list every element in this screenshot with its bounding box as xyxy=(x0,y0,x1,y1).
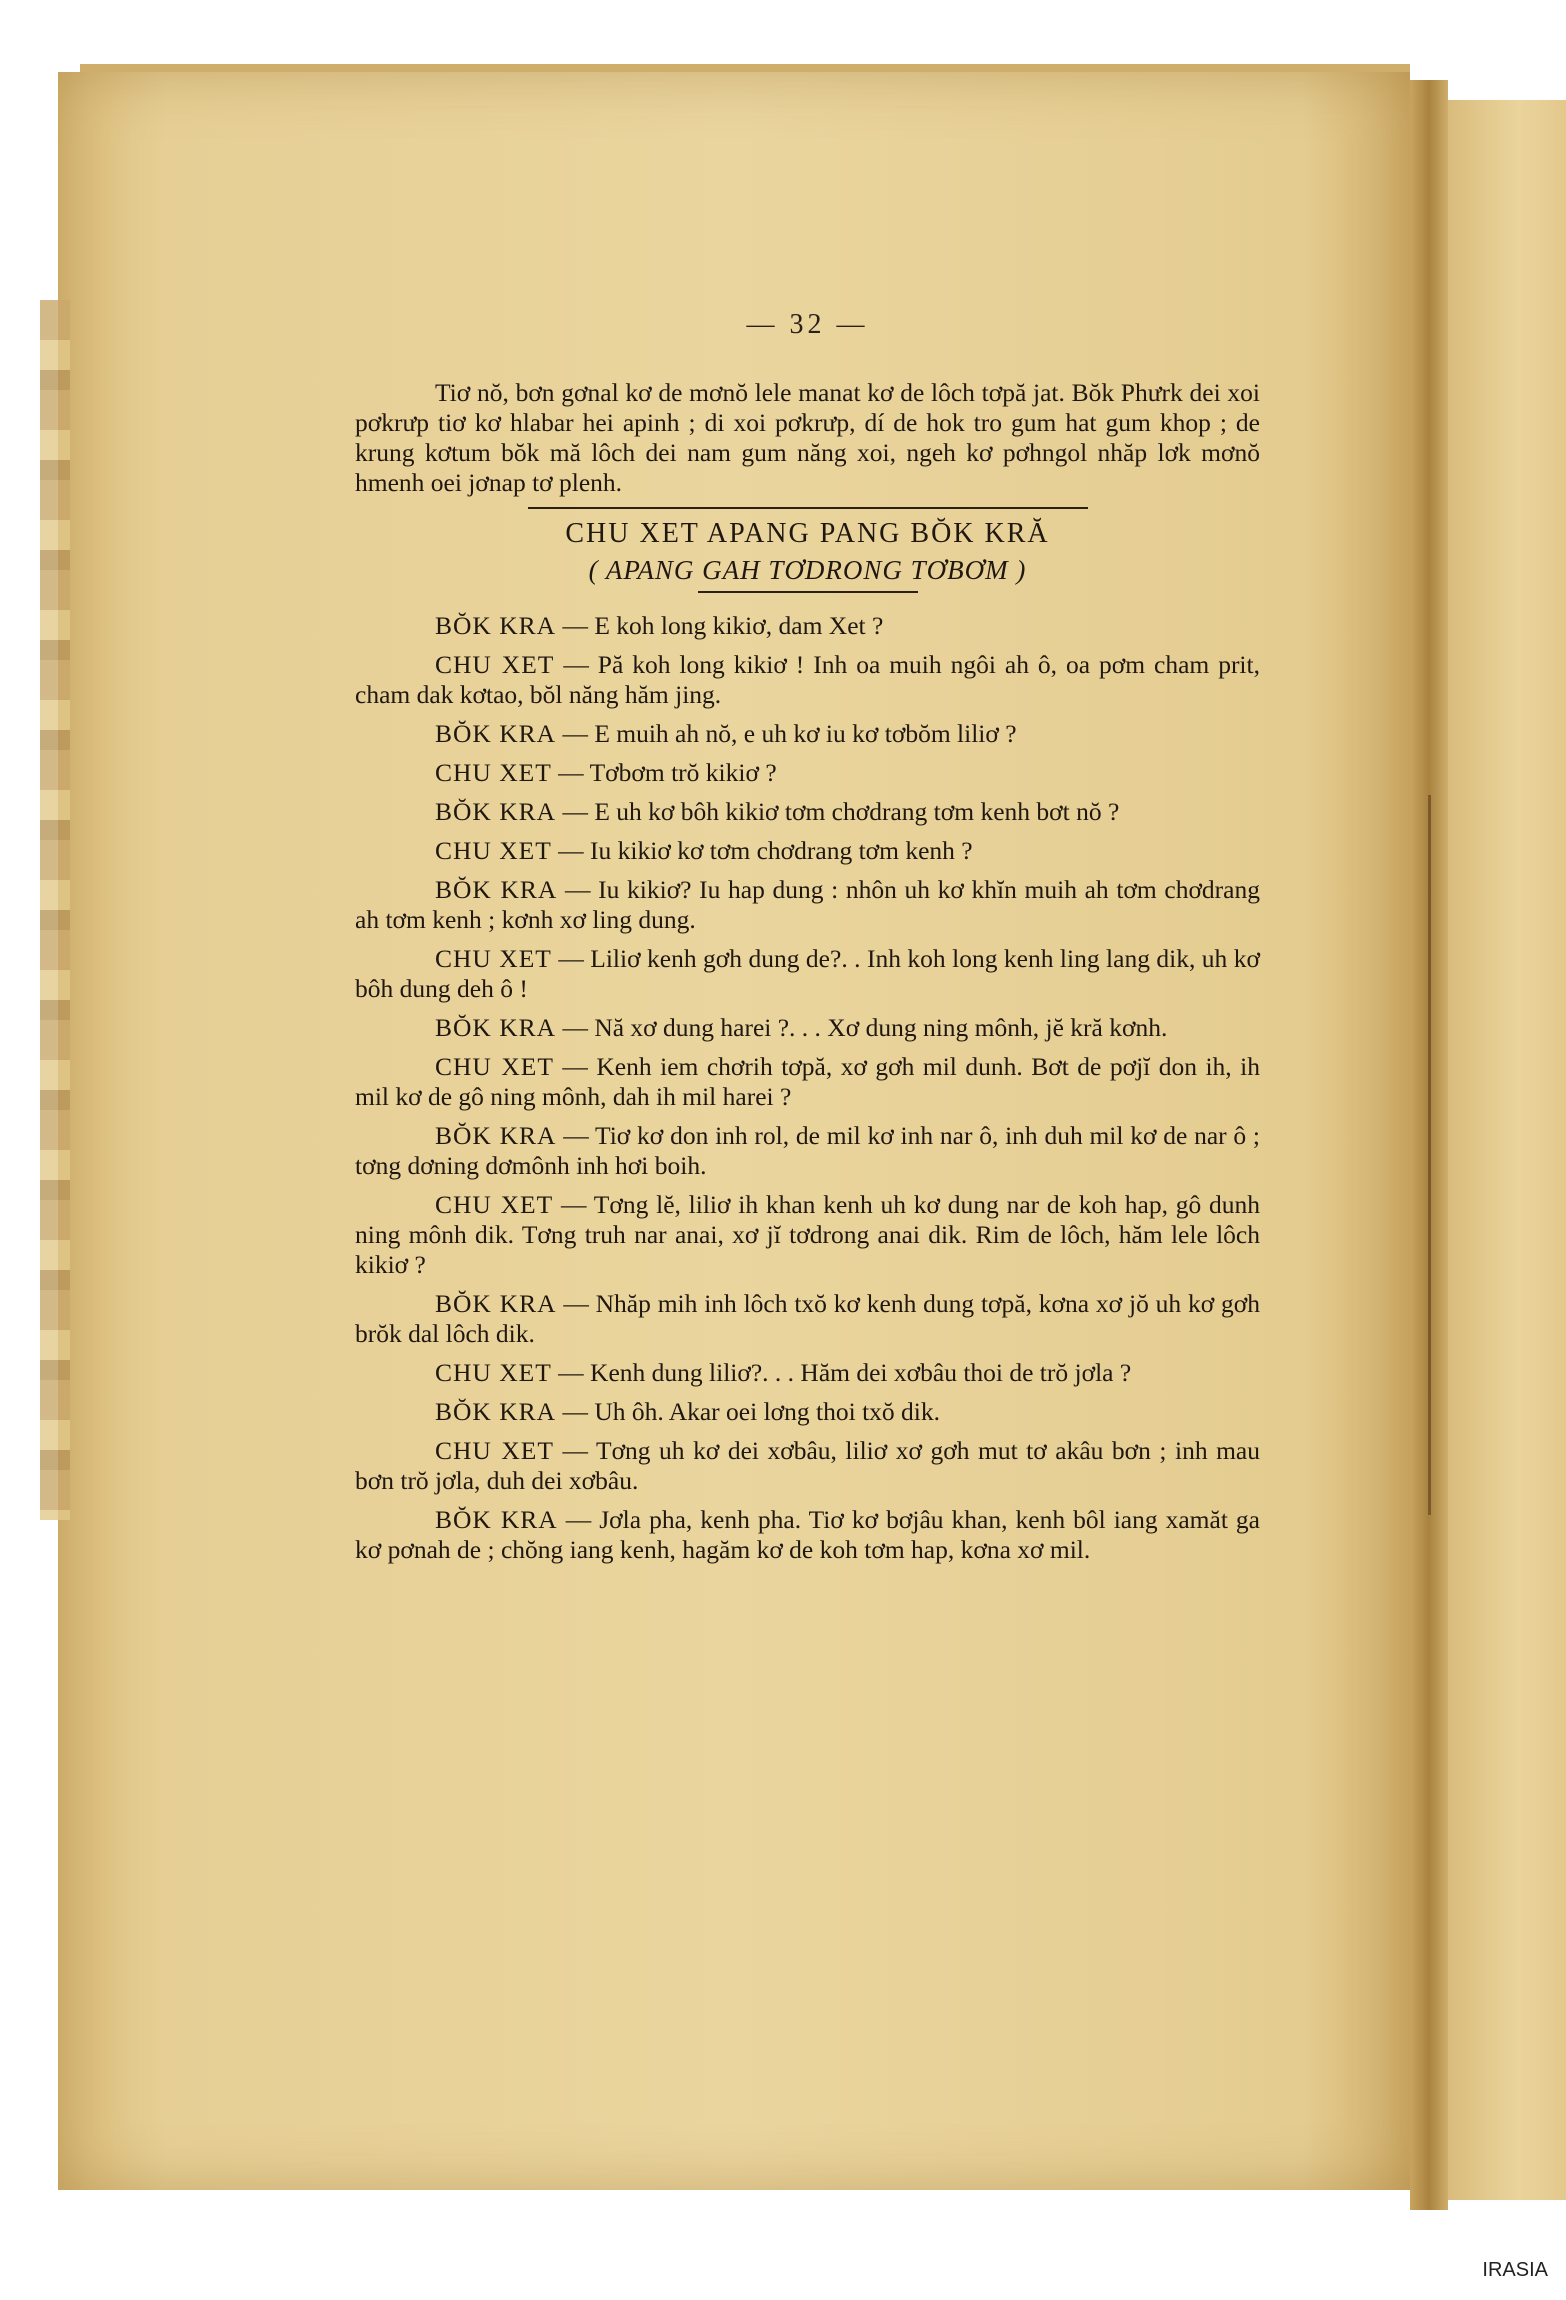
dialogue-line xyxy=(355,1358,1260,1388)
dialogue-text: — Tơbơm trŏ kikiơ ? xyxy=(558,758,777,787)
dialogue-line xyxy=(355,797,1260,827)
speaker-name: CHU XET xyxy=(435,650,555,679)
speaker-name: BŎK KRA xyxy=(435,1505,558,1534)
dialogue-text: — Uh ôh. Akar oei lơng thoi txŏ dik. xyxy=(562,1397,940,1426)
page-fold-line xyxy=(1428,795,1431,1515)
dialogue-line xyxy=(355,1052,1260,1112)
dialogue-text: — Nhăp mih inh lôch txŏ kơ kenh dung tơpă, kơna xơ jŏ uh kơ gơh brŏk dal lôch dik. xyxy=(355,1289,1260,1348)
torn-page-edge xyxy=(40,300,70,1520)
speaker-name: CHU XET xyxy=(435,1436,554,1465)
dialogue-line xyxy=(355,1013,1260,1043)
speaker-name: CHU XET xyxy=(435,1052,554,1081)
speaker-name: BŎK KRA xyxy=(435,1013,557,1042)
dialogue-line xyxy=(355,836,1260,866)
dialogue-line xyxy=(355,1190,1260,1280)
dialogue-text: — Kenh dung liliơ?. . . Hăm dei xơbâu thoi de trŏ jơla ? xyxy=(558,1358,1132,1387)
dialogue-text: — E muih ah nŏ, e uh kơ iu kơ tơbŏm liliơ ? xyxy=(562,719,1017,748)
speaker-name: BŎK KRA xyxy=(435,719,557,748)
intro-paragraph: Tiơ nŏ, bơn gơnal kơ de mơnŏ lele manat kơ de lôch tơpă jat. Bŏk Phưrk dei xoi pơkrưp tiơ kơ hlabar hei apinh ; di xoi pơkrưp, dí de hok tro gum hat gum khop ; de krung kơtum bŏk mă lôch dei nam gum năng xoi, ngeh kơ pơhngol nhăp lơk mơnŏ hmenh oei jơnap tơ plenh. xyxy=(355,378,1260,497)
dialogue-line xyxy=(355,1121,1260,1181)
dialogue-line xyxy=(355,1397,1260,1427)
dialogue-line xyxy=(355,758,1260,788)
speaker-name: CHU XET xyxy=(435,836,552,865)
ornamental-rule xyxy=(528,507,1088,509)
dialogue-text: — Tơng lĕ, liliơ ih khan kenh uh kơ dung nar de koh hap, gô dunh ning mônh dik. Tơng truh nar anai, xơ jĭ tơdrong anai dik. Rim de lôch, hăm lele lôch kikiơ ? xyxy=(355,1190,1261,1279)
speaker-name: CHU XET xyxy=(435,758,552,787)
dialogue-text: — E uh kơ bôh kikiơ tơm chơdrang tơm kenh bơt nŏ ? xyxy=(562,797,1120,826)
dialogue-line xyxy=(355,1289,1260,1349)
speaker-name: CHU XET xyxy=(435,944,552,973)
dialogue-text: — E koh long kikiơ, dam Xet ? xyxy=(562,611,884,640)
intro-block xyxy=(355,378,1260,1574)
speaker-name: CHU XET xyxy=(435,1190,554,1219)
dialogue-line xyxy=(355,650,1260,710)
dialogue-text: — Nă xơ dung harei ?. . . Xơ dung ning mônh, jĕ kră kơnh. xyxy=(562,1013,1168,1042)
ornamental-rule-small xyxy=(698,591,918,593)
speaker-name: BŎK KRA xyxy=(435,1397,557,1426)
page-number: — 32 — xyxy=(746,309,869,340)
dialogue-text: — Iu kikiơ? Iu hap dung : nhôn uh kơ khĭn muih ah tơm chơdrang ah tơm kenh ; kơnh xơ ling dung. xyxy=(355,875,1260,934)
dialogue-text: — Jơla pha, kenh pha. Tiơ kơ bơjâu khan, kenh bôl iang xamăt ga kơ pơnah de ; chŏng iang kenh, hagăm kơ de koh tơm hap, kơna xơ mil. xyxy=(355,1505,1260,1564)
dialogue-line xyxy=(355,719,1260,749)
speaker-name: BŎK KRA xyxy=(435,875,558,904)
watermark: IRASIA xyxy=(1482,2259,1548,2281)
dialogue-text: — Liliơ kenh gơh dung de?. . Inh koh long kenh ling lang dik, uh kơ bôh dung deh ô ! xyxy=(355,944,1260,1003)
dialogue-list xyxy=(355,611,1260,1565)
dialogue-text: — Tơng uh kơ dei xơbâu, liliơ xơ gơh mut tơ akâu bơn ; inh mau bơn trŏ jơla, duh dei xơbâu. xyxy=(355,1436,1260,1495)
dialogue-line xyxy=(355,944,1260,1004)
speaker-name: BŎK KRA xyxy=(435,611,557,640)
dialogue-text: — Tiơ kơ don inh rol, de mil kơ inh nar ô, inh duh mil kơ de nar ô ; tơng dơning dơmônh inh hơi boih. xyxy=(355,1121,1261,1180)
dialogue-text: — Iu kikiơ kơ tơm chơdrang tơm kenh ? xyxy=(558,836,973,865)
next-page xyxy=(1448,100,1566,2200)
dialogue-line xyxy=(355,611,1260,641)
section-title: CHU XET APANG PANG BŎK KRĂ xyxy=(565,518,1050,549)
speaker-name: BŎK KRA xyxy=(435,1121,557,1150)
section-subtitle: ( APANG GAH TƠDRONG TƠBƠM ) xyxy=(588,555,1027,585)
dialogue-text: — Kenh iem chơrih tơpă, xơ gơh mil dunh. Bơt de pơjĭ don ih, ih mil kơ de gô ning mônh, dah ih mil harei ? xyxy=(355,1052,1261,1111)
speaker-name: BŎK KRA xyxy=(435,797,557,826)
speaker-name: CHU XET xyxy=(435,1358,552,1387)
speaker-name: BŎK KRA xyxy=(435,1289,557,1318)
dialogue-line xyxy=(355,1436,1260,1496)
dialogue-text: — Pă koh long kikiơ ! Inh oa muih ngôi ah ô, oa pơm cham prit, cham dak kơtao, bŏl năng hăm jing. xyxy=(355,650,1260,709)
dialogue-line xyxy=(355,1505,1260,1565)
dialogue-line xyxy=(355,875,1260,935)
